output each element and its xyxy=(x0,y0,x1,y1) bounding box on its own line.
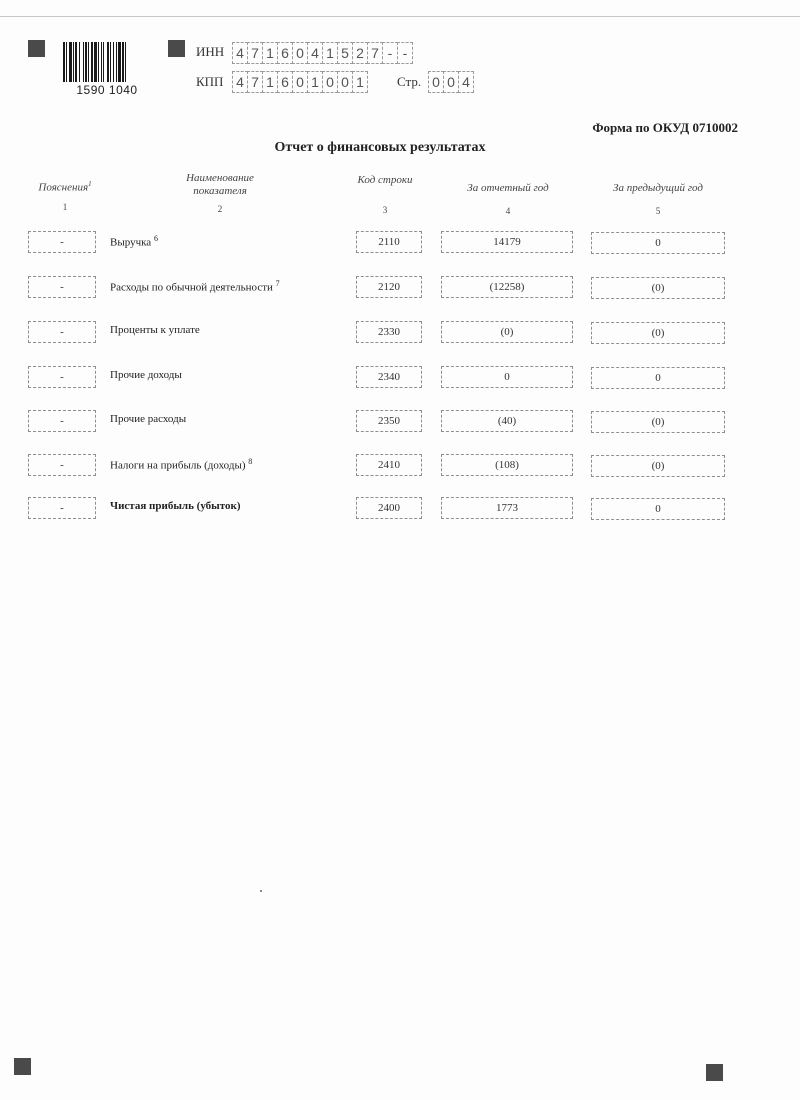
line-code-box: 2110 xyxy=(356,231,422,253)
digit-cell: 5 xyxy=(337,42,353,64)
digit-cell: 0 xyxy=(428,71,444,93)
note-box: - xyxy=(28,321,96,343)
current-year-value: (108) xyxy=(441,454,573,476)
footnote-ref: 8 xyxy=(248,457,253,466)
digit-cell: 1 xyxy=(262,71,278,93)
registration-mark-bottom-right xyxy=(706,1064,723,1081)
column-header-current-year: За отчетный год xyxy=(467,182,549,194)
column-header-indicator: Наименование показателя xyxy=(186,172,254,197)
note-box: - xyxy=(28,454,96,476)
digit-cell: 7 xyxy=(247,71,263,93)
current-year-value: (40) xyxy=(441,410,573,432)
digit-cell: 0 xyxy=(292,42,308,64)
indicator-label xyxy=(110,324,200,336)
previous-year-value: 0 xyxy=(591,498,725,520)
okud-code: Форма по ОКУД 0710002 xyxy=(592,120,738,135)
digit-cell: 1 xyxy=(307,71,323,93)
column-number-2: 2 xyxy=(217,204,223,214)
indicator-label xyxy=(110,234,158,249)
digit-cell: - xyxy=(382,42,398,64)
previous-year-value: (0) xyxy=(591,322,725,344)
digit-cell: 2 xyxy=(352,42,368,64)
top-rule xyxy=(0,16,800,17)
indicator-name: Расходы по обычной деятельности xyxy=(110,281,273,294)
barcode xyxy=(62,42,152,96)
indicator-label xyxy=(110,500,241,512)
inn-cells xyxy=(232,42,412,64)
previous-year-value: (0) xyxy=(591,277,725,299)
line-code-box: 2410 xyxy=(356,454,422,476)
column-header-code: Код строки xyxy=(357,174,413,186)
footnote-ref: 7 xyxy=(275,279,280,288)
note-box: - xyxy=(28,276,96,298)
previous-year-value: (0) xyxy=(591,455,725,477)
digit-cell: 6 xyxy=(277,42,293,64)
footnote-ref: 6 xyxy=(153,234,158,243)
note-box: - xyxy=(28,366,96,388)
indicator-label xyxy=(110,369,182,381)
digit-cell: 7 xyxy=(247,42,263,64)
line-code-box: 2350 xyxy=(356,410,422,432)
column-number-4: 4 xyxy=(505,206,511,216)
kpp-label: КПП xyxy=(196,74,224,89)
indicator-name: Налоги на прибыль (доходы) xyxy=(110,459,246,472)
line-code-box: 2400 xyxy=(356,497,422,519)
indicator-label xyxy=(110,413,186,425)
digit-cell: - xyxy=(397,42,413,64)
note-box: - xyxy=(28,497,96,519)
digit-cell: 1 xyxy=(262,42,278,64)
digit-cell: 1 xyxy=(322,42,338,64)
registration-mark-bottom-left xyxy=(14,1058,31,1075)
kpp-cells xyxy=(232,71,367,93)
indicator-name: Выручка xyxy=(110,236,152,249)
digit-cell: 4 xyxy=(307,42,323,64)
digit-cell: 0 xyxy=(322,71,338,93)
previous-year-value: (0) xyxy=(591,411,725,433)
column-number-1: 1 xyxy=(62,202,68,212)
indicator-name: Прочие доходы xyxy=(110,369,182,381)
indicator-label xyxy=(110,457,252,472)
note-box: - xyxy=(28,410,96,432)
barcode-bars xyxy=(62,42,152,82)
page-label: Стр. xyxy=(397,74,422,89)
note-box: - xyxy=(28,231,96,253)
previous-year-value: 0 xyxy=(591,232,725,254)
column-header-notes: Пояснения$^1$ xyxy=(38,180,92,194)
scan-speck xyxy=(260,890,262,892)
report-title: Отчет о финансовых результатах xyxy=(274,140,486,155)
inn-label: ИНН xyxy=(196,44,225,59)
current-year-value: 0 xyxy=(441,366,573,388)
page-number-cells xyxy=(428,71,473,93)
column-number-5: 5 xyxy=(655,206,661,216)
digit-cell: 0 xyxy=(292,71,308,93)
current-year-value: 14179 xyxy=(441,231,573,253)
registration-mark-top-left xyxy=(28,40,45,57)
digit-cell: 4 xyxy=(458,71,474,93)
current-year-value: (0) xyxy=(441,321,573,343)
digit-cell: 0 xyxy=(337,71,353,93)
indicator-name: Прочие расходы xyxy=(110,413,187,425)
line-code-box: 2120 xyxy=(356,276,422,298)
column-number-3: 3 xyxy=(382,205,388,215)
digit-cell: 4 xyxy=(232,71,248,93)
digit-cell: 4 xyxy=(232,42,248,64)
previous-year-value: 0 xyxy=(591,367,725,389)
digit-cell: 7 xyxy=(367,42,383,64)
indicator-name: Чистая прибыль (убыток) xyxy=(110,500,241,512)
line-code-box: 2330 xyxy=(356,321,422,343)
current-year-value: (12258) xyxy=(441,276,573,298)
line-code-box: 2340 xyxy=(356,366,422,388)
digit-cell: 6 xyxy=(277,71,293,93)
column-header-previous-year: За предыдущий год xyxy=(613,182,703,194)
registration-mark-top-middle xyxy=(168,40,185,57)
current-year-value: 1773 xyxy=(441,497,573,519)
indicator-name: Проценты к уплате xyxy=(110,324,200,336)
barcode-number: 1590 1040 xyxy=(76,83,138,97)
digit-cell: 1 xyxy=(352,71,368,93)
indicator-label xyxy=(110,279,280,294)
digit-cell: 0 xyxy=(443,71,459,93)
